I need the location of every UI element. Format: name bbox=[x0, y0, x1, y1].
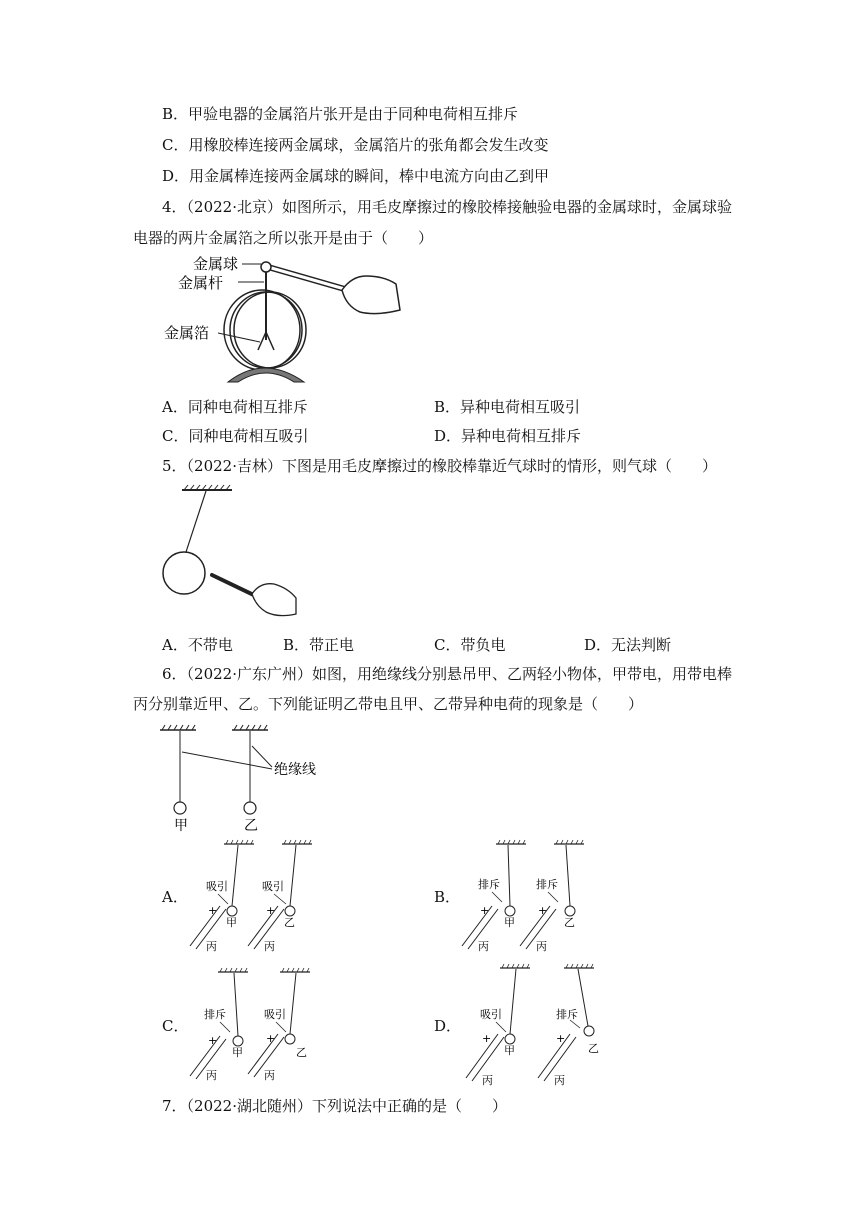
q3-option-b: B．甲验电器的金属箔片张开是由于同种电荷相互排斥 bbox=[162, 105, 519, 123]
q4-stem-line2: 电器的两片金属箔之所以张开是由于（ ） bbox=[133, 229, 434, 247]
q6-stem-line2: 丙分别靠近甲、乙。下列能证明乙带电且甲、乙带异种电荷的现象是（ ） bbox=[133, 695, 644, 713]
svg-text:+: + bbox=[208, 904, 218, 917]
q6-option-a-letter: A． bbox=[162, 888, 188, 906]
svg-text:吸引: 吸引 bbox=[480, 1008, 502, 1021]
q6-option-a-figure bbox=[180, 838, 340, 956]
q5-option-d: D．无法判断 bbox=[584, 636, 672, 654]
q5-stem: 5．（2022·吉林）下图是用毛皮摩擦过的橡胶棒靠近气球时的情形，则气球（ ） bbox=[162, 457, 717, 475]
svg-text:丙: 丙 bbox=[482, 1074, 493, 1087]
svg-text:甲: 甲 bbox=[504, 916, 515, 929]
hand-icon bbox=[342, 276, 400, 314]
electroscope-diagram bbox=[160, 250, 410, 390]
suspension-diagram bbox=[160, 722, 340, 834]
q6-option-b-letter: B． bbox=[434, 888, 461, 906]
svg-text:甲: 甲 bbox=[232, 1046, 243, 1059]
svg-text:丙: 丙 bbox=[206, 940, 217, 953]
q5-option-a: A．不带电 bbox=[162, 636, 233, 654]
svg-text:+: + bbox=[538, 904, 548, 917]
svg-text:丙: 丙 bbox=[264, 1069, 275, 1082]
svg-text:+: + bbox=[480, 904, 490, 917]
svg-text:丙: 丙 bbox=[536, 940, 547, 953]
label-metal-ball: 金属球 bbox=[193, 255, 239, 273]
q4-stem-line1: 4．（2022·北京）如图所示，用毛皮摩擦过的橡胶棒接触验电器的金属球时，金属球验 bbox=[162, 198, 732, 216]
label-insulating-thread: 绝缘线 bbox=[274, 762, 316, 778]
metal-ball bbox=[261, 262, 271, 272]
svg-text:甲: 甲 bbox=[226, 916, 237, 929]
svg-text:丙: 丙 bbox=[264, 940, 275, 953]
svg-text:丙: 丙 bbox=[554, 1074, 565, 1087]
svg-text:+: + bbox=[556, 1032, 566, 1045]
q6-option-c-letter: C． bbox=[162, 1017, 189, 1035]
svg-text:丙: 丙 bbox=[478, 940, 489, 953]
svg-text:乙: 乙 bbox=[588, 1042, 599, 1055]
q6-stem-line1: 6．（2022·广东广州）如图，用绝缘线分别悬吊甲、乙两轻小物体，甲带电，用带电棒 bbox=[162, 665, 732, 683]
q6-option-c-figure bbox=[180, 966, 340, 1084]
svg-text:排斥: 排斥 bbox=[478, 878, 500, 891]
label-metal-rod: 金属杆 bbox=[178, 274, 224, 292]
svg-text:乙: 乙 bbox=[284, 916, 295, 929]
q3-option-d: D．用金属棒连接两金属球的瞬间，棒中电流方向由乙到甲 bbox=[162, 167, 550, 185]
label-metal-foil: 金属箔 bbox=[164, 324, 210, 342]
q4-option-a: A．同种电荷相互排斥 bbox=[162, 398, 308, 416]
balloon bbox=[163, 552, 205, 594]
q4-electroscope-figure bbox=[160, 250, 410, 390]
q4-option-c: C．同种电荷相互吸引 bbox=[162, 427, 309, 445]
q4-option-b: B．异种电荷相互吸引 bbox=[434, 398, 581, 416]
balloon-diagram bbox=[160, 482, 300, 622]
q5-option-c: C．带负电 bbox=[434, 636, 506, 654]
svg-text:甲: 甲 bbox=[504, 1044, 515, 1057]
q6-option-d-letter: D． bbox=[434, 1017, 462, 1035]
q3-option-c: C．用橡胶棒连接两金属球，金属箔片的张角都会发生改变 bbox=[162, 136, 549, 154]
svg-text:吸引: 吸引 bbox=[206, 880, 228, 893]
svg-text:排斥: 排斥 bbox=[536, 878, 558, 891]
svg-text:排斥: 排斥 bbox=[204, 1008, 226, 1021]
svg-text:丙: 丙 bbox=[206, 1069, 217, 1082]
svg-text:排斥: 排斥 bbox=[556, 1008, 578, 1021]
svg-text:吸引: 吸引 bbox=[264, 1008, 286, 1021]
svg-text:+: + bbox=[482, 1032, 492, 1045]
svg-text:乙: 乙 bbox=[564, 916, 575, 929]
q6-option-d-figure bbox=[452, 962, 612, 1090]
label-jia: 甲 bbox=[174, 818, 188, 834]
svg-text:+: + bbox=[266, 1032, 276, 1045]
label-yi: 乙 bbox=[244, 818, 258, 834]
svg-text:+: + bbox=[208, 1034, 218, 1047]
svg-text:+: + bbox=[266, 904, 276, 917]
q5-option-b: B．带正电 bbox=[283, 636, 355, 654]
q6-main-figure bbox=[160, 722, 340, 834]
q5-balloon-figure bbox=[160, 482, 300, 622]
svg-text:乙: 乙 bbox=[296, 1046, 307, 1059]
hand-icon bbox=[252, 584, 296, 616]
q6-option-b-figure bbox=[452, 838, 612, 956]
svg-text:吸引: 吸引 bbox=[262, 880, 284, 893]
q4-option-d: D．异种电荷相互排斥 bbox=[434, 427, 582, 445]
q7-stem: 7．（2022·湖北随州）下列说法中正确的是（ ） bbox=[162, 1097, 507, 1115]
